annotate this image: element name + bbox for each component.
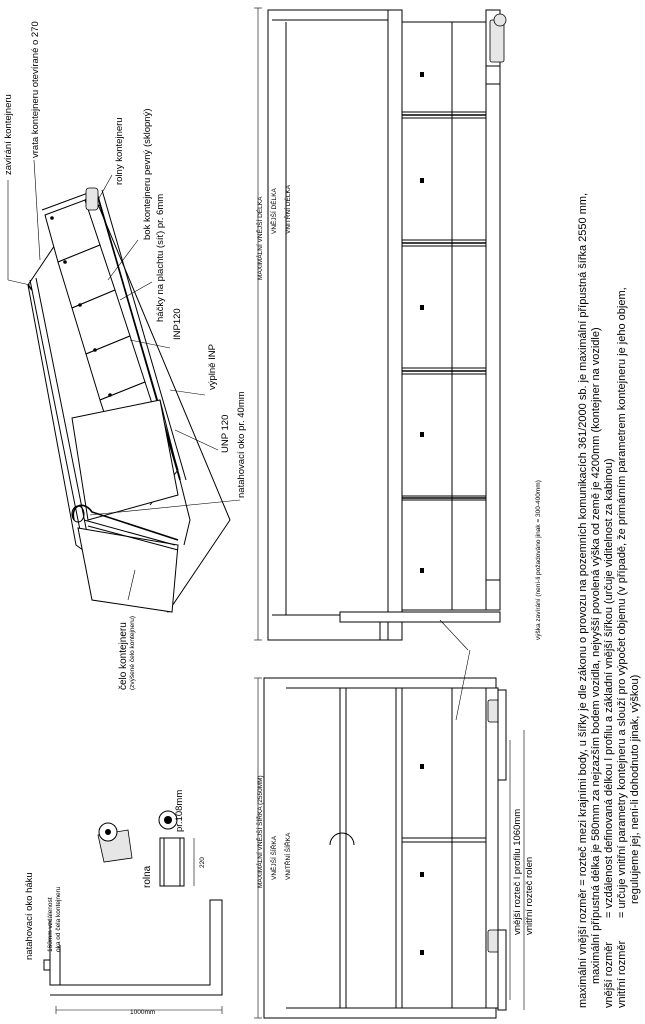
notes <box>577 193 641 1008</box>
label-inner-width: VNITŘNÍ ŠÍŘKA <box>285 832 292 880</box>
label-hook-eye: natahovací oko háku <box>24 872 35 960</box>
top-view <box>254 650 524 1018</box>
label-fill-inp: výplně INP <box>207 344 218 390</box>
label-hooks: háčky na plachtu (síť) pr. 6mm <box>155 193 166 322</box>
side-view <box>254 8 506 650</box>
label-max-width: MAXIMÁLNÍ VNĚJŠÍ ŠÍŘKA (2550MM) <box>257 775 264 888</box>
hook-eye-detail <box>44 900 222 1014</box>
label-outer-length: VNĚJŠÍ DÉLKA <box>271 188 278 234</box>
label-side: bok kontejneru pevný (sklopný) <box>142 108 153 240</box>
label-unp120: UNP 120 <box>220 414 231 453</box>
label-closing: zavírání kontejneru <box>3 94 14 175</box>
label-roller: rolna <box>142 865 153 888</box>
label-outer-roller-spacing: vnější rozteč l profilu 1060mm <box>512 808 523 935</box>
label-inner-length: VNITŘNÍ DÉLKA <box>285 184 292 234</box>
note-3-text: = vzdálenost definovaná délkou l profilu a základní vnější šířkou (určuje viditelnost za kabinou) <box>603 458 615 918</box>
label-hook-dist: 160mm vzdálenost <box>47 897 54 952</box>
note-4-text: = určuje vnitřní parametry kontejneru a slouží pro výpočet objemu (v případě, že primárním parametrem kontejneru je jeho objem, <box>616 287 628 918</box>
label-max-length: MAXIMÁLNÍ VNĚJŠÍ DÉLKA <box>257 196 264 280</box>
label-closing-height: výška zavírání (není-li požadováno jinak = 300-400mm) <box>535 480 542 640</box>
label-front: čelo kontejneru <box>118 622 129 690</box>
label-inp120: INP120 <box>172 308 183 340</box>
label-hook-len: 1000mm <box>130 1009 156 1016</box>
label-inner-roller-spacing: vnitřní rozteč rolen <box>524 856 535 935</box>
note-5: regulujeme jej, není-li dohodnuto jinak, výškou) <box>629 674 641 904</box>
label-hook-dist2: oka od čela kontejneru <box>55 886 62 952</box>
label-eye: natahovací oko pr. 40mm <box>236 391 247 498</box>
label-rollers: rolny kontejneru <box>114 117 125 185</box>
note-1: maximální vnější rozměr = rozteč mezi krajními body, u šířky je dle zákonu o provozu na pozemních komunikacích 361/2000 sb. je maximální přípustná šířka 2550 mm, <box>577 192 589 1008</box>
note-2: maximální přípustná délka je 580mm za nejzazším bodem vozidla, nejvyšší povolená výška od země je 4200mm (kontejner na vozidle) <box>590 327 602 984</box>
label-rear-door: vrata kontejneru otevírané o 270 <box>30 21 41 158</box>
label-roller-w: 220 <box>199 857 206 868</box>
label-outer-width: VNĚJŠÍ ŠÍŘKA <box>271 835 278 880</box>
label-roller-dia: pr.108mm <box>174 789 185 832</box>
note-4-label: vnitřní rozměr <box>616 940 628 1008</box>
note-3-label: vnější rozměr <box>603 941 615 1008</box>
label-front-sub: (zvýšené čelo kontejneru) <box>129 615 136 690</box>
